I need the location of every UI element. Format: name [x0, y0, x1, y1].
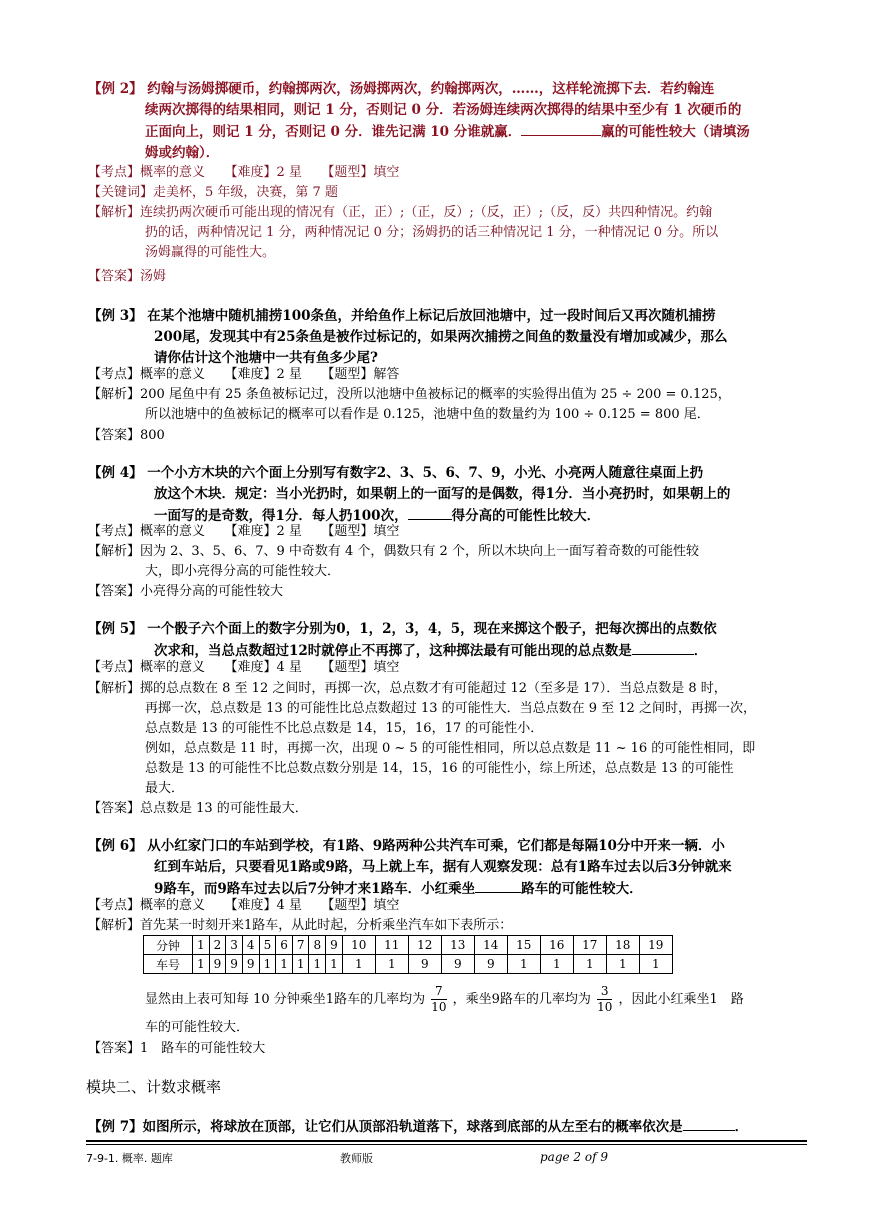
table-cell: 1 [639, 955, 672, 974]
example-2-line-3 [88, 121, 808, 143]
answer-blank [521, 121, 601, 136]
example-4-answer: 【答案】小亮得分高的可能性较大 [88, 584, 284, 599]
fraction-numerator: 3 [597, 984, 612, 1000]
table-cell: 11 [375, 936, 408, 955]
example-3-jiexi-2: 所以池塘中的鱼被标记的概率可以看作是 0.125，池塘中鱼的数量约为 100 ÷ 0.125 = 800 尾． [145, 407, 710, 422]
example-6-jiexi-3: 车的可能性较大． [145, 1020, 250, 1035]
footer-rule-thin [86, 1144, 807, 1145]
example-5-jiexi-5: 总数是 13 的可能性不比总数点数分别是 14，15，16 的可能性小，综上所述，总点数是 13 的可能性 [145, 761, 734, 776]
answer-blank [475, 878, 521, 893]
fraction-denominator: 10 [597, 1000, 613, 1014]
example-2-jiexi-2: 扔的话，两种情况记 1 分，两种情况记 0 分；汤姆扔的话三种情况记 1 分，一种情况记 0 分。所以 [145, 225, 719, 240]
table-cell: 1 [507, 955, 540, 974]
example-5-line-2-tail: ． [693, 643, 708, 659]
example-2-kaodian: 【考点】概率的意义 【难度】2 星 【题型】填空 [88, 165, 400, 180]
example-2-answer: 【答案】汤姆 [88, 269, 167, 284]
answer-blank [683, 1116, 735, 1131]
table-cell: 16 [540, 936, 573, 955]
table-row [144, 936, 673, 955]
example-6-line-3-tail: 路车的可能性较大． [521, 881, 643, 897]
example-3-line-3: 请你估计这个池塘中一共有鱼多少尾? [154, 350, 378, 366]
table-cell: 12 [408, 936, 441, 955]
module-heading: 模块二、计数求概率 [86, 1078, 222, 1096]
example-4-line-3-text: 一面写的是奇数，得1分．每人扔100次， [154, 508, 408, 524]
table-cell: 1 [309, 955, 326, 974]
footer-left: 7-9-1. 概率. 题库 [86, 1152, 173, 1165]
table-cell: 15 [507, 936, 540, 955]
table-cell: 18 [606, 936, 639, 955]
footer-center: 教师版 [340, 1152, 373, 1165]
example-2-question [88, 79, 808, 164]
table-cell: 2 [209, 936, 226, 955]
table-cell: 1 [540, 955, 573, 974]
table-cell: 9 [474, 955, 507, 974]
table-cell: 6 [276, 936, 293, 955]
example-6-kaodian: 【考点】概率的意义 【难度】4 星 【题型】填空 [88, 898, 400, 913]
fraction [431, 984, 446, 1015]
table-row-label: 分钟 [144, 936, 193, 955]
table-cell: 5 [259, 936, 276, 955]
example-2-line-1: 约翰与汤姆掷硬币，约翰掷两次，汤姆掷两次，约翰掷两次，……，这样轮流掷下去．若约翰连 [147, 81, 715, 97]
example-4-jiexi-2: 大，即小亮得分高的可能性较大． [145, 564, 341, 579]
table-cell: 1 [276, 955, 293, 974]
example-5-kaodian: 【考点】概率的意义 【难度】4 星 【题型】填空 [88, 660, 400, 675]
table-cell: 17 [573, 936, 606, 955]
example-5-jiexi-6: 最大． [145, 781, 185, 796]
table-cell: 9 [242, 955, 259, 974]
example-2-line-3-tail: 赢的可能性较大（请填汤 [601, 124, 750, 140]
table-row [144, 955, 673, 974]
example-2-jiexi-3: 汤姆赢得的可能性大。 [145, 245, 276, 260]
example-5-question [88, 619, 717, 662]
footer-rule-thick [86, 1140, 807, 1142]
example-5-jiexi-3: 总点数是 13 的可能性不比总点数是 14，15，16，17 的可能性小． [145, 721, 544, 736]
table-cell: 1 [606, 955, 639, 974]
example-6-question [88, 836, 732, 900]
example-3-answer: 【答案】800 [88, 428, 165, 443]
example-6-jiexi-1: 【解析】首先某一时刻开来1路车，从此时起，分析乘坐汽车如下表所示： [88, 918, 513, 933]
example-5-line-1: 一个骰子六个面上的数字分别为0，1，2，3，4，5，现在来掷这个骰子，把每次掷出的点数依 [147, 621, 717, 637]
example-6-label: 【例 6】 [88, 838, 143, 854]
table-cell: 3 [226, 936, 243, 955]
answer-blank [408, 505, 452, 520]
table-cell: 1 [193, 955, 210, 974]
example-3-label: 【例 3】 [88, 308, 143, 324]
example-6-answer: 【答案】1 路车的可能性较大 [88, 1041, 266, 1056]
example-7-label: 【例 7】 [88, 1119, 143, 1135]
table-cell: 9 [408, 955, 441, 974]
example-3-question [88, 306, 727, 369]
example-5-jiexi-4: 例如，总点数是 11 时，再掷一次，出现 0 ~ 5 的可能性相同，所以总点数是 11 ~ 16 的可能性相同，即 [145, 741, 756, 756]
table-cell: 1 [292, 955, 309, 974]
example-4-line-3-tail: 得分高的可能性比较大． [451, 508, 601, 524]
example-5-label: 【例 5】 [88, 621, 143, 637]
example-4-line-1: 一个小方木块的六个面上分别写有数字2、3、5、6、7、9，小光、小亮两人随意往桌面上扔 [147, 465, 704, 481]
jiexi-text: 显然由上表可知每 10 分钟乘坐1路车的几率均为 [145, 992, 426, 1007]
example-2-label: 【例 2】 [88, 81, 143, 97]
example-4-jiexi-1: 【解析】因为 2、3、5、6、7、9 中奇数有 4 个，偶数只有 2 个，所以木块向上一面写着奇数的可能性较 [88, 544, 699, 559]
table-cell: 1 [259, 955, 276, 974]
example-4-label: 【例 4】 [88, 465, 143, 481]
example-6-line-1: 从小红家门口的车站到学校，有1路、9路两种公共汽车可乘，它们都是每隔10分中开来一辆．小 [147, 838, 725, 854]
fraction-numerator: 7 [431, 984, 446, 1000]
example-5-line-2-text: 次求和，当总点数超过12时就停止不再掷了，这种掷法最有可能出现的总点数是 [154, 643, 632, 659]
table-cell: 9 [441, 955, 474, 974]
table-cell: 1 [193, 936, 210, 955]
example-6-line-3-text: 9路车，而9路车过去以后7分钟才来1路车．小红乘坐 [154, 881, 476, 897]
table-cell: 14 [474, 936, 507, 955]
table-cell: 9 [226, 955, 243, 974]
table-cell: 4 [242, 936, 259, 955]
table-cell: 1 [375, 955, 408, 974]
table-cell: 13 [441, 936, 474, 955]
table-cell: 1 [342, 955, 375, 974]
example-4-kaodian: 【考点】概率的意义 【难度】2 星 【题型】填空 [88, 524, 400, 539]
bus-schedule-table [143, 935, 673, 974]
table-row-label: 车号 [144, 955, 193, 974]
jiexi-text: ，乘坐9路车的几率均为 [452, 992, 591, 1007]
example-7-line-1: 如图所示，将球放在顶部，让它们从顶部沿轨道落下，球落到底部的从左至右的概率依次是 [142, 1119, 683, 1135]
table-cell: 1 [573, 955, 606, 974]
example-2-line-4: 姆或约翰）． [145, 145, 220, 161]
example-3-line-2: 200尾，发现其中有25条鱼是被作过标记的，如果两次捕捞之间鱼的数量没有增加或减少，那么 [154, 329, 728, 345]
example-2-line-2: 续两次掷得的结果相同，则记 1 分，否则记 0 分．若汤姆连续两次掷得的结果中至少有 1 次硬币的 [145, 102, 742, 118]
jiexi-text: ，因此小红乘坐1 路 [618, 992, 744, 1007]
footer-page: page 2 of 9 [540, 1150, 608, 1164]
fraction [597, 984, 612, 1015]
answer-blank [632, 640, 694, 655]
table-cell: 7 [292, 936, 309, 955]
table-cell: 19 [639, 936, 672, 955]
example-6-line-2: 红到车站后，只要看见1路或9路，马上就上车，据有人观察发现：总有1路车过去以后3分钟就来 [154, 859, 732, 875]
example-2-keywords: 【关键词】走美杯，5 年级，决赛，第 7 题 [88, 185, 338, 200]
example-3-jiexi-1: 【解析】200 尾鱼中有 25 条鱼被标记过，没所以池塘中鱼被标记的概率的实验得出值为 25 ÷ 200 = 0.125， [88, 387, 731, 402]
example-6-jiexi-2 [145, 984, 744, 1015]
example-7-line-1-tail: ． [734, 1119, 749, 1135]
example-5-jiexi-2: 再掷一次，总点数是 13 的可能性比总点数超过 13 的可能性大．当总点数在 9 至 12 之间时，再掷一次， [145, 701, 756, 716]
example-3-line-1: 在某个池塘中随机捕捞100条鱼，并给鱼作上标记后放回池塘中，过一段时间后又再次随机捕捞 [147, 308, 716, 324]
example-4-question [88, 463, 730, 527]
table-cell: 9 [326, 936, 343, 955]
table-cell: 1 [326, 955, 343, 974]
example-5-answer: 【答案】总点数是 13 的可能性最大． [88, 801, 308, 816]
example-2-jiexi-1: 【解析】连续扔两次硬币可能出现的情况有（正，正）;（正，反）;（反，正）;（反，反）共四种情况。约翰 [88, 205, 713, 220]
fraction-denominator: 10 [431, 1000, 447, 1014]
table-cell: 8 [309, 936, 326, 955]
example-3-kaodian: 【考点】概率的意义 【难度】2 星 【题型】解答 [88, 367, 400, 382]
table-cell: 9 [209, 955, 226, 974]
example-7-question [88, 1116, 748, 1138]
example-4-line-2: 放这个木块．规定：当小光扔时，如果朝上的一面写的是偶数，得1分．当小亮扔时，如果朝上的 [154, 486, 731, 502]
example-2-line-3-text: 正面向上，则记 1 分，否则记 0 分．谁先记满 10 分谁就赢． [145, 124, 522, 140]
table-cell: 10 [342, 936, 375, 955]
bus-table [143, 935, 673, 974]
example-5-jiexi-1: 【解析】掷的总点数在 8 至 12 之间时，再掷一次，总点数才有可能超过 12（至多是 17）．当总点数是 8 时， [88, 681, 727, 696]
